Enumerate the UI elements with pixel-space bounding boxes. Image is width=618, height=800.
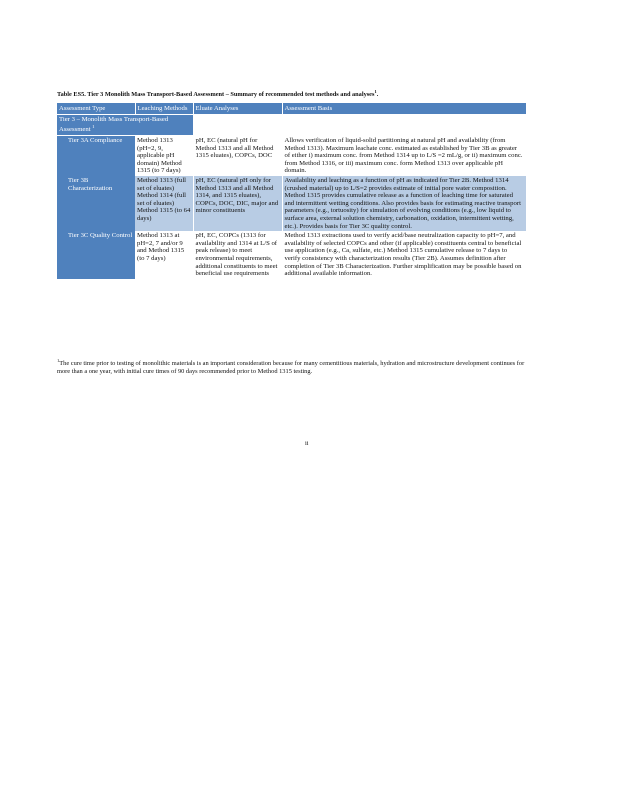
tier-bar-label: Tier 3 – Monolith Mass Transport-Based Assessment xyxy=(59,115,169,134)
table-row xyxy=(57,176,526,231)
row-methods: Method 1313 (pH=2, 9, applicable pH domain) Method 1315 (to 7 days) xyxy=(135,136,193,176)
row-name: Tier 3C Quality Control xyxy=(57,231,135,279)
caption-superscript: 1 xyxy=(374,89,377,94)
page-number: ii xyxy=(305,440,309,447)
tier-bar-row xyxy=(57,114,526,135)
row-eluate: pH, EC (natural pH for Method 1313 and all Method 1315 eluates), COPCs, DOC xyxy=(193,136,282,176)
header-assessment-type: Assessment Type xyxy=(57,103,135,114)
row-basis: Method 1313 extractions used to verify acid/base neutralization capacity to pH=7, and availability of selected COPCs and other (if applicable) constituents central to beneficial use application (e.g., Ca, sulfate, etc.) Method 1315 cumulative release to 7 days to verify consistency with characterization results (Tier 2B). Assumes definition after completion of Tier 3B Characterization. Further simplification may be possible based on additional available information. xyxy=(282,231,526,279)
summary-table xyxy=(57,103,527,279)
tier-bar-cell xyxy=(57,114,193,135)
table-row xyxy=(57,231,526,279)
header-assessment-basis: Assessment Basis xyxy=(282,103,526,114)
header-leaching-methods: Leaching Methods xyxy=(135,103,193,114)
row-eluate: pH, EC (natural pH only for Method 1313 and all Method 1314, and 1315 eluates), COPCs, DOC, DIC, major and minor constituents xyxy=(193,176,282,231)
table-footnote xyxy=(57,357,537,376)
row-methods: Method 1313 at pH=2, 7 and/or 9 and Method 1315 (to 7 days) xyxy=(135,231,193,279)
footnote-superscript: 1 xyxy=(57,358,60,363)
row-name: Tier 3B Characterization xyxy=(57,176,135,231)
row-methods: Method 1313 (full set of eluates) Method 1314 (full set of eluates) Method 1315 (to 64 days) xyxy=(135,176,193,231)
footnote-text: The cure time prior to testing of monolithic materials is an important consideration because for many cementitious materials, hydration and microstructure development continues for more than a one year, with initial cure times of 90 days recommended prior to Method 1315 testing. xyxy=(57,360,525,376)
caption-text: Table ES5. Tier 3 Monolith Mass Transport-Based Assessment – Summary of recommended test methods and analyses xyxy=(57,91,375,99)
table-caption xyxy=(57,89,567,98)
table-header-row xyxy=(57,103,526,114)
header-eluate-analyses: Eluate Analyses xyxy=(193,103,282,114)
caption-end: . xyxy=(376,91,379,99)
row-basis: Availability and leaching as a function of pH as indicated for Tier 2B. Method 1314 (crushed material) up to L/S=2 provides estimate of initial pore water composition. Method 1315 provides cumulative release as a function of leaching time for saturated and intermittent wetting conditions. Also provides basis for estimating reactive transport parameters (e.g., tortuosity) for simulation of evolving conditions (e.g., low liquid to surface area, external solution chemistry, carbonation, oxidation, intermittent wetting, etc.). Provides basis for Tier 3C quality control. xyxy=(282,176,526,231)
table-row xyxy=(57,136,526,176)
row-name: Tier 3A Compliance xyxy=(57,136,135,176)
row-basis: Allows verification of liquid-solid partitioning at natural pH and availability (from Method 1313). Maximum leachate conc. estimated as established by Tier 3B as greater of either i) maximum conc. from Method 1314 up to L/S =2 mL/g, or ii) maximum conc. from Method 1316, or iii) maximum conc. form Method 1313 over applicable pH domain. xyxy=(282,136,526,176)
row-eluate: pH, EC, COPCs (1313 for availability and 1314 at L/S of peak release) to meet environmental requirements, additional constituents to meet beneficial use requirements xyxy=(193,231,282,279)
tier-bar-superscript: 1 xyxy=(92,124,95,130)
